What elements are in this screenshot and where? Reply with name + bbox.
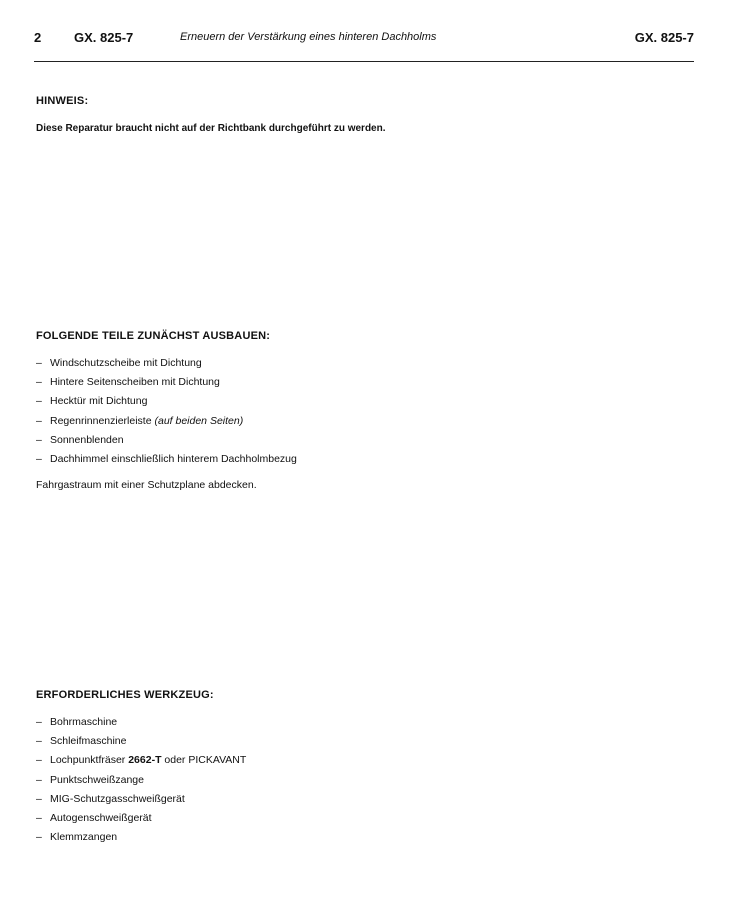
note-text: Diese Reparatur braucht nicht auf der Richtbank durchgeführt zu werden.	[36, 123, 386, 134]
list-item-text: Dachhimmel einschließlich hinterem Dachholmbezug	[50, 452, 297, 465]
list-item	[36, 354, 297, 373]
list-item	[36, 751, 246, 770]
list-item-text: MIG-Schutzgasschweißgerät	[50, 792, 185, 805]
document-title: Erneuern der Verstärkung eines hinteren Dachholms	[180, 31, 437, 43]
dash-bullet: –	[36, 376, 42, 389]
list-item-text: Lochpunktfräser	[50, 754, 129, 767]
note-section	[36, 95, 386, 134]
list-item	[36, 790, 246, 809]
list-item	[36, 809, 246, 828]
list-item	[36, 431, 297, 450]
dash-bullet: –	[36, 414, 42, 427]
list-item	[36, 771, 246, 790]
list-item-text: Hintere Seitenscheiben mit Dichtung	[50, 376, 220, 389]
page-header	[34, 30, 694, 50]
cover-instruction: Fahrgastraum mit einer Schutzplane abdecken.	[36, 479, 257, 492]
document-code-left: GX. 825-7	[74, 30, 134, 45]
list-item-text: Windschutzscheibe mit Dichtung	[50, 357, 202, 369]
list-item	[36, 450, 297, 469]
note-heading: HINWEIS:	[36, 95, 89, 107]
list-item	[36, 713, 246, 732]
list-item-text: Punktschweißzange	[50, 773, 144, 786]
tools-list	[36, 713, 246, 847]
list-item	[36, 392, 297, 411]
dash-bullet: –	[36, 452, 42, 465]
dash-bullet: –	[36, 792, 42, 805]
header-divider	[34, 61, 694, 62]
dash-bullet: –	[36, 735, 42, 748]
dash-bullet: –	[36, 716, 42, 728]
document-code-right: GX. 825-7	[634, 30, 694, 45]
list-item-text: Schleifmaschine	[50, 735, 127, 748]
list-item-text: Regenrinnenzierleiste	[50, 414, 155, 427]
dash-bullet: –	[36, 811, 42, 824]
list-item-italic-note: (auf beiden Seiten)	[154, 414, 244, 427]
dash-bullet: –	[36, 831, 42, 844]
remove-first-list	[36, 354, 297, 469]
dash-bullet: –	[36, 754, 42, 767]
dash-bullet: –	[36, 773, 42, 786]
list-item-text: Autogenschweißgerät	[50, 811, 152, 824]
list-item-text: Sonnenblenden	[50, 433, 124, 446]
dash-bullet: –	[36, 395, 42, 408]
list-item	[36, 828, 246, 847]
list-item	[36, 373, 297, 392]
list-item-text: Bohrmaschine	[50, 716, 118, 728]
dash-bullet: –	[36, 433, 42, 446]
page-number: 2	[34, 30, 42, 45]
list-item	[36, 732, 246, 751]
dash-bullet: –	[36, 357, 42, 369]
list-item	[36, 412, 297, 431]
remove-first-heading: FOLGENDE TEILE ZUNÄCHST AUSBAUEN:	[36, 330, 271, 342]
list-item-text: Klemmzangen	[50, 831, 118, 844]
tools-heading: ERFORDERLICHES WERKZEUG:	[36, 689, 214, 701]
list-item-text: Hecktür mit Dichtung	[50, 395, 148, 408]
tool-part-number: 2662-T	[128, 754, 162, 767]
list-item-text-rest: oder PICKAVANT	[161, 754, 247, 767]
tools-section	[36, 689, 246, 847]
remove-first-section	[36, 330, 297, 491]
